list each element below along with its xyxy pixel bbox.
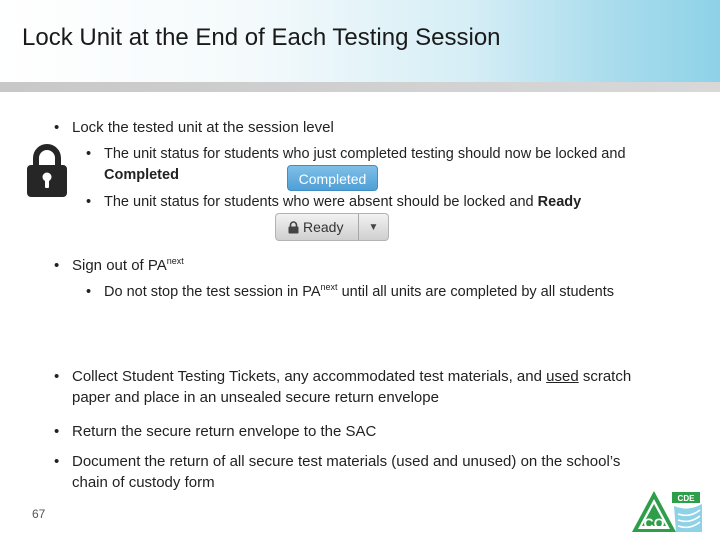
bullet-dot: • [54, 453, 60, 470]
bullet-text: Do not stop the test session in PA [104, 284, 321, 300]
bullet-text: The unit status for students who were absent should be locked and [104, 194, 538, 210]
lock-small-icon [288, 221, 299, 234]
bullet-dot: • [86, 284, 92, 300]
bullet-text: Lock the tested unit at the session level [72, 119, 334, 136]
logo-top-text: CDE [677, 494, 695, 503]
bullet-dot: • [54, 119, 60, 136]
bullet-ready-status [86, 192, 664, 213]
bullet-sup: next [320, 282, 338, 293]
bullet-text: Collect Student Testing Tickets, any accommodated test materials, and [72, 368, 547, 385]
ready-button-label: Ready [303, 219, 344, 235]
bullet-text: Document the return of all secure test materials (used and unused) on the school’s chain of custody form [72, 453, 621, 491]
bullet-dot: • [86, 194, 92, 210]
page-number: 67 [32, 507, 46, 521]
bullet-sign-out [54, 255, 672, 276]
bullet-sup: next [166, 256, 184, 266]
bullet-return-envelope [54, 421, 672, 442]
bullet-lock-unit [54, 117, 672, 138]
bullet-text: Sign out of PA [72, 257, 167, 274]
bullet-underline-used: used [546, 368, 579, 385]
bullet-do-not-stop [86, 282, 634, 303]
bullet-text: The unit status for students who just completed testing should now be locked and [104, 146, 626, 162]
slide-header [0, 0, 720, 92]
completed-status-button: Completed [287, 165, 378, 191]
bullet-bold-completed: Completed [104, 167, 179, 183]
bullet-text-post: until all units are completed by all students [337, 284, 615, 300]
bullet-dot: • [54, 257, 60, 274]
bullet-collect-tickets [54, 366, 642, 408]
bullet-dot: • [54, 368, 60, 385]
lock-icon [27, 143, 67, 197]
bullet-document-return [54, 451, 632, 493]
bullet-bold-ready: Ready [537, 194, 582, 210]
ready-button-main [276, 219, 358, 235]
logo-main-text: CO [643, 515, 665, 531]
cde-logo [632, 488, 708, 534]
ready-status-button [275, 213, 389, 241]
slide-title: Lock Unit at the End of Each Testing Session [22, 24, 501, 51]
bullet-text: Return the secure return envelope to the SAC [72, 423, 377, 440]
caret-down-icon: ▼ [368, 221, 379, 233]
bullet-dot: • [86, 146, 92, 162]
bullet-dot: • [54, 423, 60, 440]
bullet-text-post: scratch paper and place in an unsealed secure return envelope [72, 368, 632, 406]
